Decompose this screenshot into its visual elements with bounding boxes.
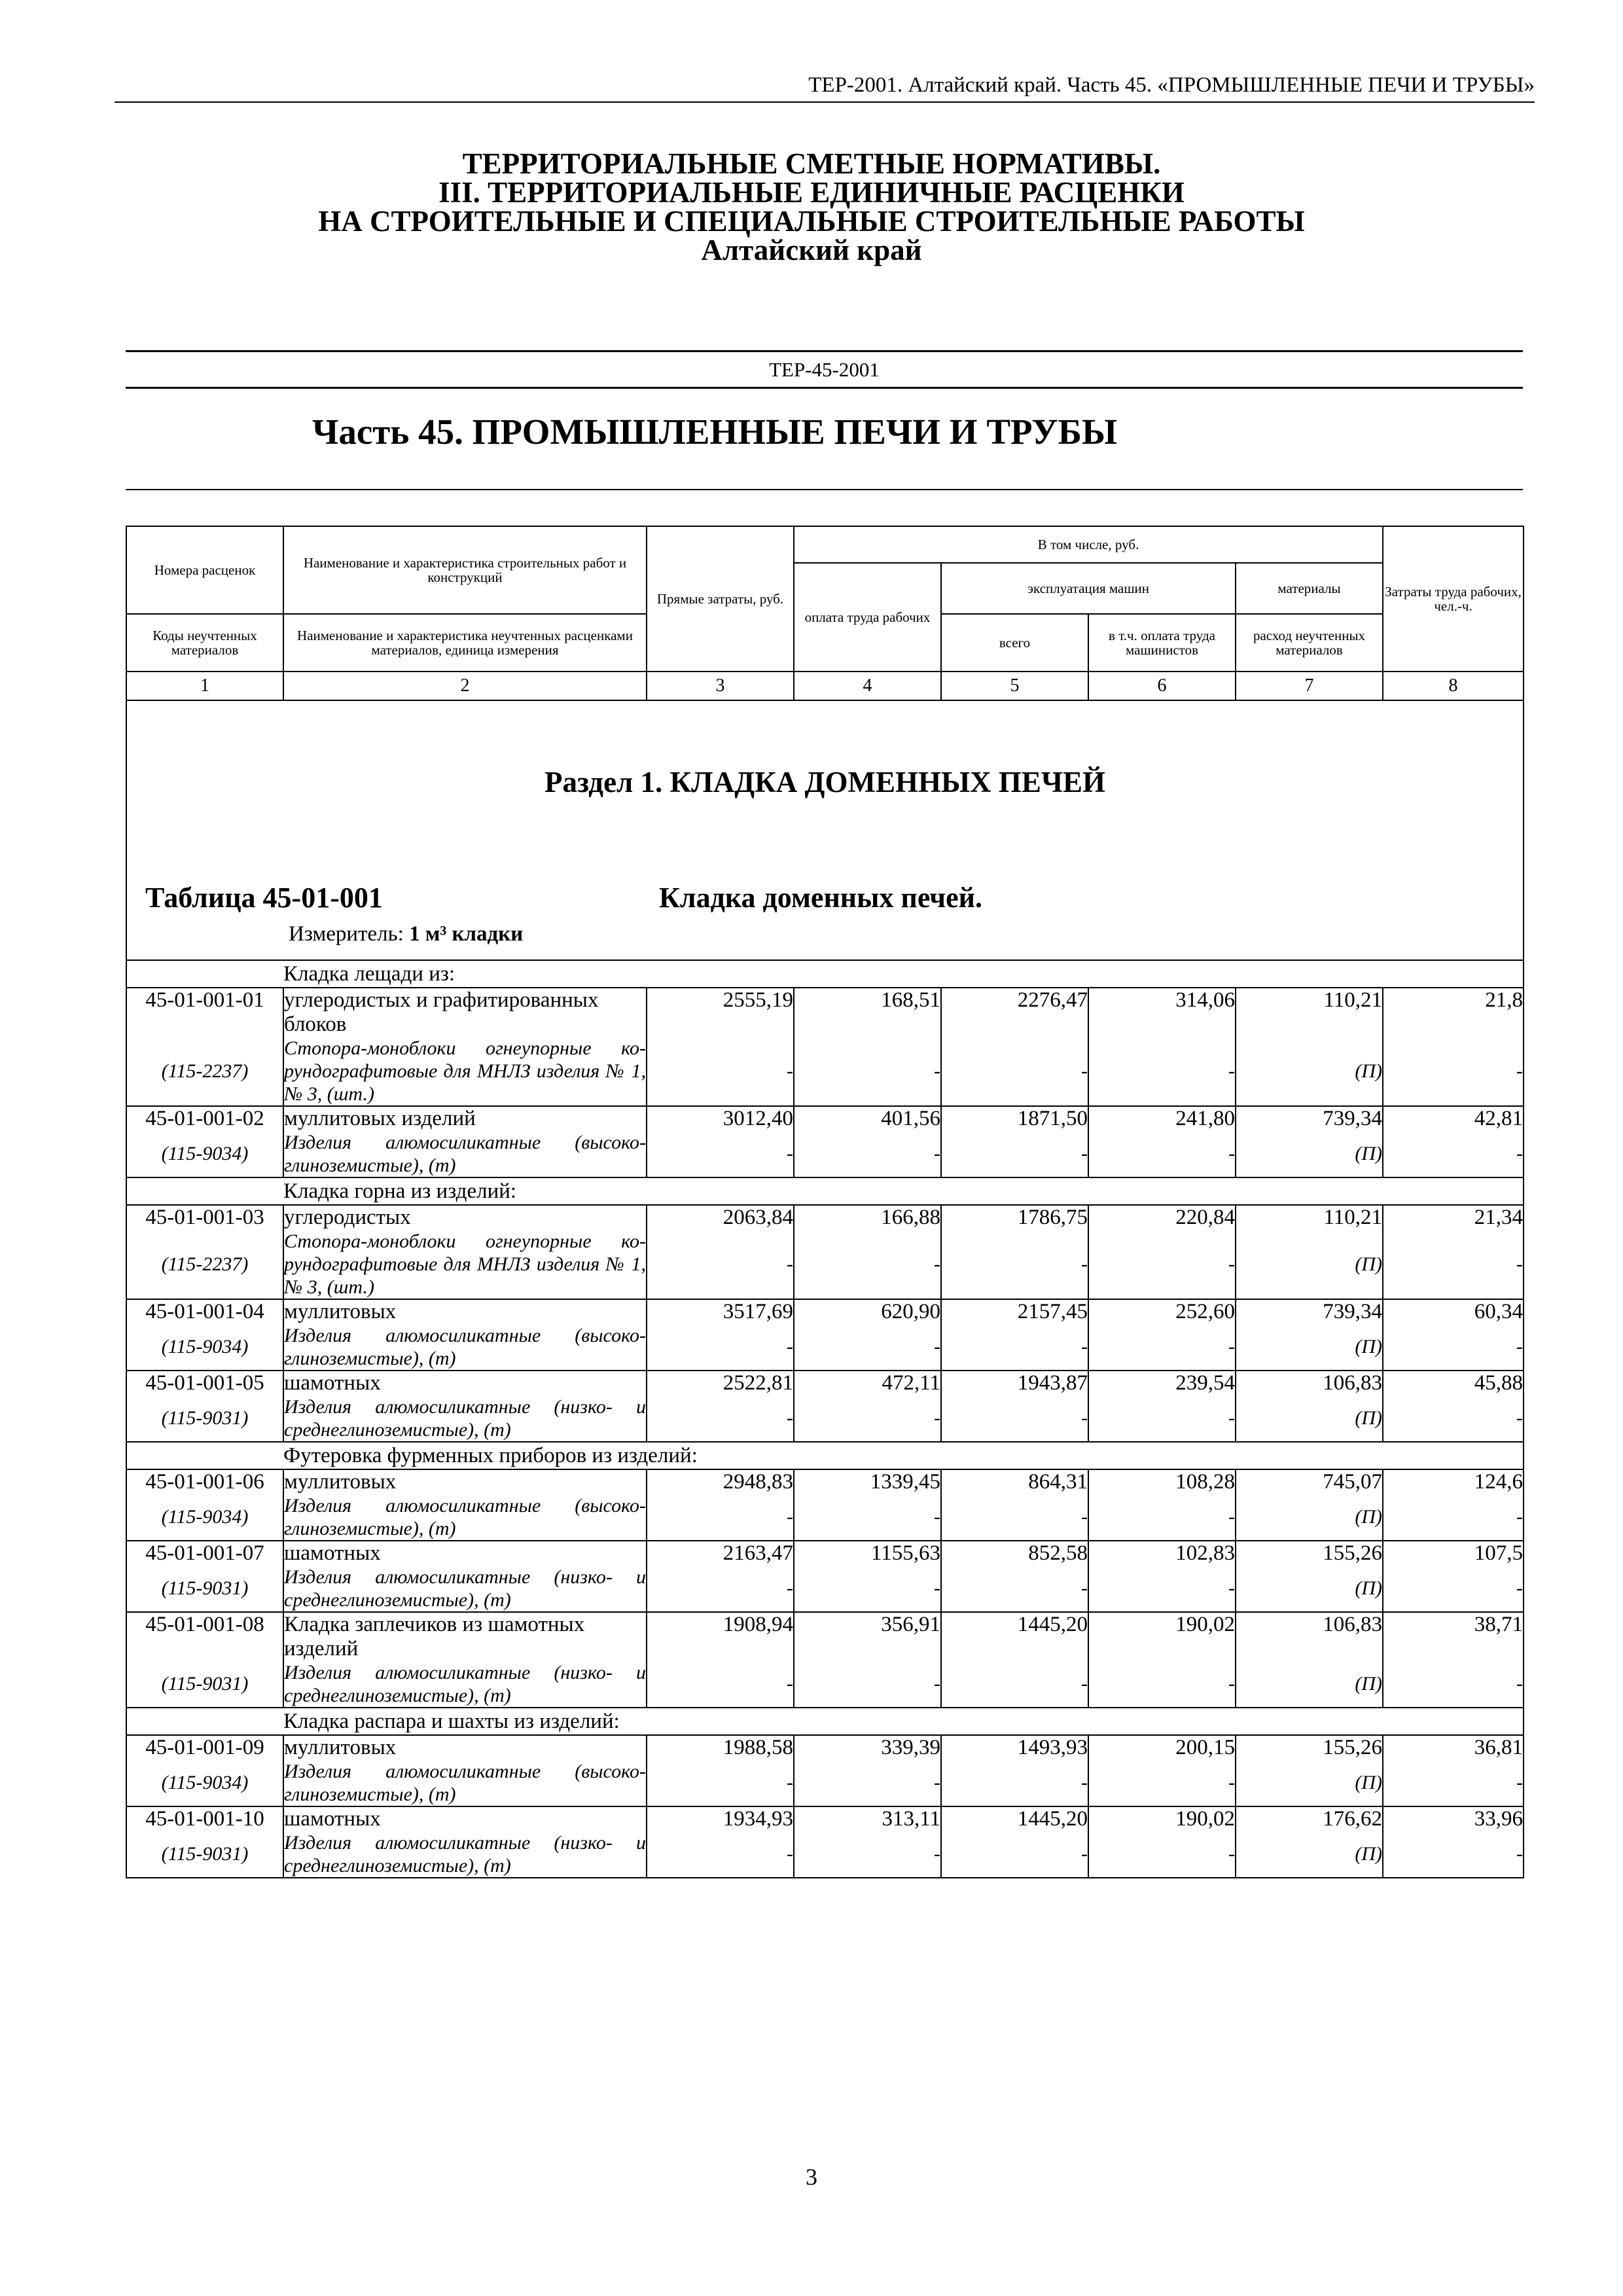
machinists-labor: 190,02 — [1088, 1612, 1236, 1661]
material-row — [126, 1395, 1524, 1442]
table-row — [126, 1371, 1524, 1395]
rate-name: Кладка заплечиков из шамотных изделий — [283, 1612, 647, 1661]
table-row — [126, 1469, 1524, 1494]
rate-name: углеродистых и графитированных блоков — [283, 988, 647, 1037]
group-cell — [126, 1177, 283, 1205]
material-code: (115-9031) — [126, 1831, 283, 1878]
column-numbers — [126, 672, 1524, 700]
dash-cell: - — [647, 1037, 794, 1106]
machinists-labor: 220,84 — [1088, 1205, 1236, 1230]
rate-code: 45-01-001-09 — [126, 1735, 283, 1760]
material-row — [126, 1324, 1524, 1371]
dash-cell: - — [941, 1494, 1088, 1541]
labor-hours: 124,6 — [1383, 1469, 1524, 1494]
group-title: Кладка распара и шахты из изделий: — [283, 1708, 1524, 1735]
machines-total: 1445,20 — [941, 1806, 1088, 1831]
material-mark: (П) — [1236, 1324, 1383, 1371]
dash-cell: - — [1383, 1395, 1524, 1442]
table-header — [126, 526, 1524, 700]
dash-cell: - — [1088, 1230, 1236, 1299]
rate-code: 45-01-001-01 — [126, 988, 283, 1037]
table-name: Кладка доменных печей. — [659, 882, 982, 914]
group-cell — [126, 1442, 283, 1469]
material-name: Изделия алюмосиликатные (низко- и среднеглиноземистые), (т) — [284, 1396, 646, 1441]
page-number: 3 — [806, 2164, 817, 2190]
column-number: 4 — [794, 672, 941, 700]
rate-name: шамотных — [283, 1371, 647, 1395]
group-row — [126, 1708, 1524, 1735]
machines-total: 1493,93 — [941, 1735, 1088, 1760]
rate-name: углеродистых — [283, 1205, 647, 1230]
material-mark: (П) — [1236, 1566, 1383, 1612]
materials-cost: 739,34 — [1236, 1106, 1383, 1131]
labor-cost: 472,11 — [794, 1371, 941, 1395]
section-title: Раздел 1. КЛАДКА ДОМЕННЫХ ПЕЧЕЙ — [544, 766, 1105, 798]
labor-cost: 356,91 — [794, 1612, 941, 1661]
dash-cell: - — [1383, 1566, 1524, 1612]
part-title: Часть 45. ПРОМЫШЛЕННЫЕ ПЕЧИ И ТРУБЫ — [312, 412, 1117, 452]
group-title: Кладка горна из изделий: — [283, 1177, 1524, 1205]
dash-cell: - — [941, 1131, 1088, 1177]
divider — [126, 489, 1523, 490]
material-name: Изделия алюмосиликатные (высокоглиноземистые), (т) — [284, 1495, 646, 1539]
dash-cell: - — [647, 1131, 794, 1177]
dash-cell: - — [1383, 1494, 1524, 1541]
labor-hours: 45,88 — [1383, 1371, 1524, 1395]
rate-code: 45-01-001-07 — [126, 1541, 283, 1566]
title-line-4: Алтайский край — [701, 234, 922, 266]
labor-hours: 42,81 — [1383, 1106, 1524, 1131]
group-cell — [126, 1708, 283, 1735]
labor-hours: 21,8 — [1383, 988, 1524, 1037]
rate-code: 45-01-001-05 — [126, 1371, 283, 1395]
material-row — [126, 1831, 1524, 1878]
table-row — [126, 1106, 1524, 1131]
material-row — [126, 1131, 1524, 1177]
material-code: (115-9034) — [126, 1131, 283, 1177]
column-number: 5 — [941, 672, 1088, 700]
labor-cost: 166,88 — [794, 1205, 941, 1230]
dash-cell: - — [1088, 1037, 1236, 1106]
labor-cost: 401,56 — [794, 1106, 941, 1131]
dash-cell: - — [647, 1566, 794, 1612]
dash-cell: - — [647, 1494, 794, 1541]
title-line-3: НА СТРОИТЕЛЬНЫЕ И СПЕЦИАЛЬНЫЕ СТРОИТЕЛЬНЫЕ РАБОТЫ — [318, 205, 1305, 238]
group-title: Футеровка фурменных приборов из изделий: — [283, 1442, 1524, 1469]
labor-cost: 1155,63 — [794, 1541, 941, 1566]
materials-cost: 745,07 — [1236, 1469, 1383, 1494]
material-code: (115-9034) — [126, 1760, 283, 1806]
direct-cost: 3012,40 — [647, 1106, 794, 1131]
material-code: (115-9031) — [126, 1395, 283, 1442]
direct-cost: 2948,83 — [647, 1469, 794, 1494]
material-row — [126, 1760, 1524, 1806]
material-code: (115-9031) — [126, 1566, 283, 1612]
machines-total: 1871,50 — [941, 1106, 1088, 1131]
machines-total: 1445,20 — [941, 1612, 1088, 1661]
title-line-2: III. ТЕРРИТОРИАЛЬНЫЕ ЕДИНИЧНЫЕ РАСЦЕНКИ — [438, 176, 1185, 209]
material-row — [126, 1037, 1524, 1106]
labor-hours: 36,81 — [1383, 1735, 1524, 1760]
header-col3: Прямые затраты, руб. — [647, 526, 794, 672]
dash-cell: - — [1088, 1566, 1236, 1612]
material-mark: (П) — [1236, 1661, 1383, 1708]
header-col5: всего — [941, 614, 1088, 672]
document-title — [0, 149, 1623, 264]
table-body — [126, 700, 1524, 1878]
table-caption — [127, 881, 982, 914]
machinists-labor: 108,28 — [1088, 1469, 1236, 1494]
dash-cell: - — [794, 1324, 941, 1371]
dash-cell: - — [794, 1566, 941, 1612]
materials-cost: 106,83 — [1236, 1612, 1383, 1661]
materials-cost: 176,62 — [1236, 1806, 1383, 1831]
title-line-1: ТЕРРИТОРИАЛЬНЫЕ СМЕТНЫЕ НОРМАТИВЫ. — [462, 147, 1161, 180]
column-number: 8 — [1383, 672, 1524, 700]
rate-code: 45-01-001-06 — [126, 1469, 283, 1494]
rate-name: муллитовых — [283, 1299, 647, 1324]
code-banner: ТЕР-45-2001 — [126, 350, 1523, 389]
column-number: 1 — [126, 672, 283, 700]
rate-name: муллитовых изделий — [283, 1106, 647, 1131]
rate-name: шамотных — [283, 1541, 647, 1566]
material-row — [126, 1230, 1524, 1299]
material-mark: (П) — [1236, 1395, 1383, 1442]
material-name: Изделия алюмосиликатные (высокоглиноземистые), (т) — [284, 1132, 646, 1176]
direct-cost: 2522,81 — [647, 1371, 794, 1395]
labor-hours: 38,71 — [1383, 1612, 1524, 1661]
dash-cell: - — [941, 1230, 1088, 1299]
direct-cost: 2555,19 — [647, 988, 794, 1037]
material-mark: (П) — [1236, 1037, 1383, 1106]
materials-cost: 106,83 — [1236, 1371, 1383, 1395]
direct-cost: 1908,94 — [647, 1612, 794, 1661]
material-name: Изделия алюмосиликатные (низко- и среднеглиноземистые), (т) — [284, 1662, 646, 1706]
table-row — [126, 1205, 1524, 1230]
table-row — [126, 988, 1524, 1037]
dash-cell: - — [1088, 1760, 1236, 1806]
running-header: ТЕР-2001. Алтайский край. Часть 45. «ПРОМЫШЛЕННЫЕ ПЕЧИ И ТРУБЫ» — [115, 73, 1535, 103]
dash-cell: - — [794, 1131, 941, 1177]
machines-total: 1943,87 — [941, 1371, 1088, 1395]
group-row — [126, 1442, 1524, 1469]
material-mark: (П) — [1236, 1831, 1383, 1878]
header-col2-bottom: Наименование и характеристика неучтенных расценками материалов, единица измерения — [283, 614, 647, 672]
dash-cell: - — [794, 1831, 941, 1878]
machines-total: 2157,45 — [941, 1299, 1088, 1324]
material-name: Стопора-моноблоки огнеупорные корундографитовые для МНЛЗ изделия № 1, № 3, (шт.) — [284, 1037, 646, 1105]
dash-cell: - — [941, 1566, 1088, 1612]
dash-cell: - — [941, 1831, 1088, 1878]
materials-cost: 110,21 — [1236, 1205, 1383, 1230]
dash-cell: - — [1088, 1131, 1236, 1177]
rate-code: 45-01-001-04 — [126, 1299, 283, 1324]
dash-cell: - — [1383, 1831, 1524, 1878]
material-mark: (П) — [1236, 1131, 1383, 1177]
header-col1-bottom: Коды неучтенных материалов — [126, 614, 283, 672]
material-code: (115-9034) — [126, 1494, 283, 1541]
rate-name: муллитовых — [283, 1735, 647, 1760]
dash-cell: - — [1383, 1037, 1524, 1106]
material-name: Изделия алюмосиликатные (высокоглиноземистые), (т) — [284, 1761, 646, 1805]
material-row — [126, 1661, 1524, 1708]
dash-cell: - — [647, 1661, 794, 1708]
group-row — [126, 960, 1524, 988]
table-row — [126, 1735, 1524, 1760]
rate-code: 45-01-001-03 — [126, 1205, 283, 1230]
rate-code: 45-01-001-02 — [126, 1106, 283, 1131]
machinists-labor: 252,60 — [1088, 1299, 1236, 1324]
material-mark: (П) — [1236, 1760, 1383, 1806]
dash-cell: - — [1088, 1661, 1236, 1708]
dash-cell: - — [647, 1324, 794, 1371]
dash-cell: - — [647, 1831, 794, 1878]
group-row — [126, 1177, 1524, 1205]
labor-cost: 339,39 — [794, 1735, 941, 1760]
dash-cell: - — [941, 1037, 1088, 1106]
machinists-labor: 239,54 — [1088, 1371, 1236, 1395]
dash-cell: - — [941, 1760, 1088, 1806]
materials-cost: 155,26 — [1236, 1541, 1383, 1566]
dash-cell: - — [647, 1760, 794, 1806]
machinists-labor: 200,15 — [1088, 1735, 1236, 1760]
direct-cost: 1934,93 — [647, 1806, 794, 1831]
dash-cell: - — [1088, 1494, 1236, 1541]
table-row — [126, 1541, 1524, 1566]
table-row — [126, 1612, 1524, 1661]
material-mark: (П) — [1236, 1230, 1383, 1299]
dash-cell: - — [794, 1037, 941, 1106]
dash-cell: - — [794, 1661, 941, 1708]
header-col6: в т.ч. оплата труда машинистов — [1088, 614, 1236, 672]
header-col4: оплата труда рабочих — [794, 563, 941, 672]
table-label: Таблица 45-01-001 — [145, 882, 383, 914]
material-name: Изделия алюмосиликатные (низко- и среднеглиноземистые), (т) — [284, 1832, 646, 1876]
rate-name: шамотных — [283, 1806, 647, 1831]
section-header — [126, 700, 1524, 960]
header-materials: материалы — [1236, 563, 1383, 614]
dash-cell: - — [794, 1494, 941, 1541]
dash-cell: - — [794, 1760, 941, 1806]
group-title: Кладка лещади из: — [283, 960, 1524, 988]
machinists-labor: 241,80 — [1088, 1106, 1236, 1131]
dash-cell: - — [941, 1324, 1088, 1371]
table-row — [126, 1806, 1524, 1831]
labor-cost: 1339,45 — [794, 1469, 941, 1494]
materials-cost: 110,21 — [1236, 988, 1383, 1037]
material-name: Изделия алюмосиликатные (низко- и среднеглиноземистые), (т) — [284, 1566, 646, 1611]
rate-code: 45-01-001-08 — [126, 1612, 283, 1661]
group-cell — [126, 960, 283, 988]
machinists-labor: 190,02 — [1088, 1806, 1236, 1831]
unit-line — [127, 922, 523, 946]
machines-total: 852,58 — [941, 1541, 1088, 1566]
table-row — [126, 1299, 1524, 1324]
machines-total: 864,31 — [941, 1469, 1088, 1494]
dash-cell: - — [1383, 1661, 1524, 1708]
header-col8: Затраты труда рабочих, чел.-ч. — [1383, 526, 1524, 672]
dash-cell: - — [647, 1395, 794, 1442]
material-code: (115-2237) — [126, 1037, 283, 1106]
material-code: (115-2237) — [126, 1230, 283, 1299]
rates-table — [126, 526, 1524, 1878]
labor-hours: 60,34 — [1383, 1299, 1524, 1324]
column-number: 3 — [647, 672, 794, 700]
labor-cost: 168,51 — [794, 988, 941, 1037]
machinists-labor: 102,83 — [1088, 1541, 1236, 1566]
unit-label: Измеритель: — [289, 922, 404, 946]
material-row — [126, 1566, 1524, 1612]
direct-cost: 2163,47 — [647, 1541, 794, 1566]
material-name: Изделия алюмосиликатные (высокоглиноземистые), (т) — [284, 1325, 646, 1369]
machines-total: 1786,75 — [941, 1205, 1088, 1230]
dash-cell: - — [1383, 1131, 1524, 1177]
materials-cost: 155,26 — [1236, 1735, 1383, 1760]
labor-hours: 33,96 — [1383, 1806, 1524, 1831]
direct-cost: 3517,69 — [647, 1299, 794, 1324]
rate-code: 45-01-001-10 — [126, 1806, 283, 1831]
dash-cell: - — [794, 1230, 941, 1299]
dash-cell: - — [1383, 1324, 1524, 1371]
material-code: (115-9031) — [126, 1661, 283, 1708]
machinists-labor: 314,06 — [1088, 988, 1236, 1037]
dash-cell: - — [1383, 1760, 1524, 1806]
header-col2-top: Наименование и характеристика строительных работ и конструкций — [283, 526, 647, 614]
dash-cell: - — [1088, 1831, 1236, 1878]
rate-name: муллитовых — [283, 1469, 647, 1494]
unit-value: 1 м³ кладки — [409, 922, 524, 946]
dash-cell: - — [794, 1395, 941, 1442]
direct-cost: 2063,84 — [647, 1205, 794, 1230]
material-name: Стопора-моноблоки огнеупорные корундографитовые для МНЛЗ изделия № 1, № 3, (шт.) — [284, 1230, 646, 1298]
machines-total: 2276,47 — [941, 988, 1088, 1037]
header-col7: расход неучтенных материалов — [1236, 614, 1383, 672]
materials-cost: 739,34 — [1236, 1299, 1383, 1324]
dash-cell: - — [1088, 1324, 1236, 1371]
labor-cost: 313,11 — [794, 1806, 941, 1831]
direct-cost: 1988,58 — [647, 1735, 794, 1760]
header-machines: эксплуатация машин — [941, 563, 1236, 614]
labor-cost: 620,90 — [794, 1299, 941, 1324]
labor-hours: 21,34 — [1383, 1205, 1524, 1230]
material-mark: (П) — [1236, 1494, 1383, 1541]
column-number: 6 — [1088, 672, 1236, 700]
labor-hours: 107,5 — [1383, 1541, 1524, 1566]
dash-cell: - — [1088, 1395, 1236, 1442]
header-col1-top: Номера расценок — [126, 526, 283, 614]
header-incl: В том числе, руб. — [794, 526, 1383, 563]
column-number: 2 — [283, 672, 647, 700]
column-number: 7 — [1236, 672, 1383, 700]
material-row — [126, 1494, 1524, 1541]
dash-cell: - — [647, 1230, 794, 1299]
dash-cell: - — [941, 1661, 1088, 1708]
material-code: (115-9034) — [126, 1324, 283, 1371]
dash-cell: - — [1383, 1230, 1524, 1299]
dash-cell: - — [941, 1395, 1088, 1442]
